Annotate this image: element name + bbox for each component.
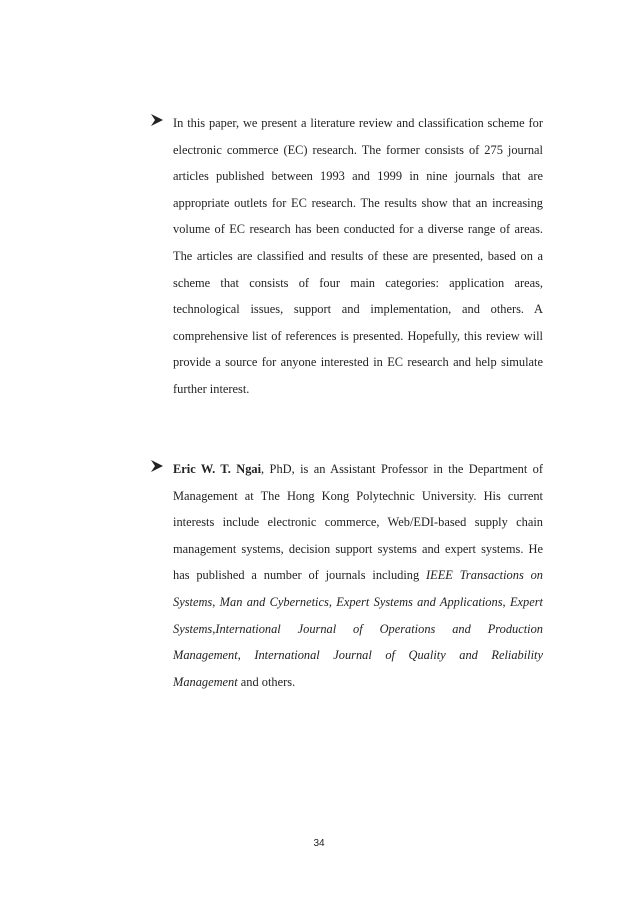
separator: ,: [212, 594, 220, 609]
author-bio-paragraph: [151, 456, 543, 695]
journal-title: International Journal of Operations and Production Management: [173, 621, 543, 663]
abstract-paragraph: [151, 110, 543, 403]
separator: ,: [237, 648, 255, 663]
journal-title: Man and Cybernetics: [219, 594, 329, 609]
page-number: 34: [313, 838, 325, 849]
author-name: Eric W. T. Ngai: [173, 462, 262, 476]
separator: ,: [328, 594, 337, 609]
arrowhead-bullet-icon: [151, 114, 163, 126]
journal-title: IEEE Transactions on Systems: [173, 568, 544, 609]
bio-text-end: and others.: [237, 674, 296, 689]
journal-title: Expert Systems and Applications: [336, 594, 503, 609]
separator: ,: [502, 594, 510, 609]
separator: ,: [212, 621, 216, 636]
bio-text: , PhD, is an Assistant Professor in the Department of Management at The Hong Kong Polytechnic University. His current interests include electronic commerce, Web/EDI-based supply chain management systems, decision support systems and expert systems. He has published a number of journals including: [173, 462, 543, 583]
arrowhead-bullet-icon: [151, 460, 163, 472]
journal-title: Expert Systems: [173, 594, 543, 636]
journal-title: International Journal of Quality and Reliability Management: [173, 648, 543, 689]
author-bio-text: [173, 456, 543, 695]
abstract-text: In this paper, we present a literature review and classification scheme for electronic commerce (EC) research. The former consists of 275 journal articles published between 1993 and 1999 in nine journals that are appropriate outlets for EC research. The results show that an increasing volume of EC research has been conducted for a diverse range of areas. The articles are classified and results of these are presented, based on a scheme that consists of four main categories: application areas, technological issues, support and implementation, and others. A comprehensive list of references is presented. Hopefully, this review will provide a source for anyone interested in EC research and help simulate further interest.: [173, 116, 543, 396]
